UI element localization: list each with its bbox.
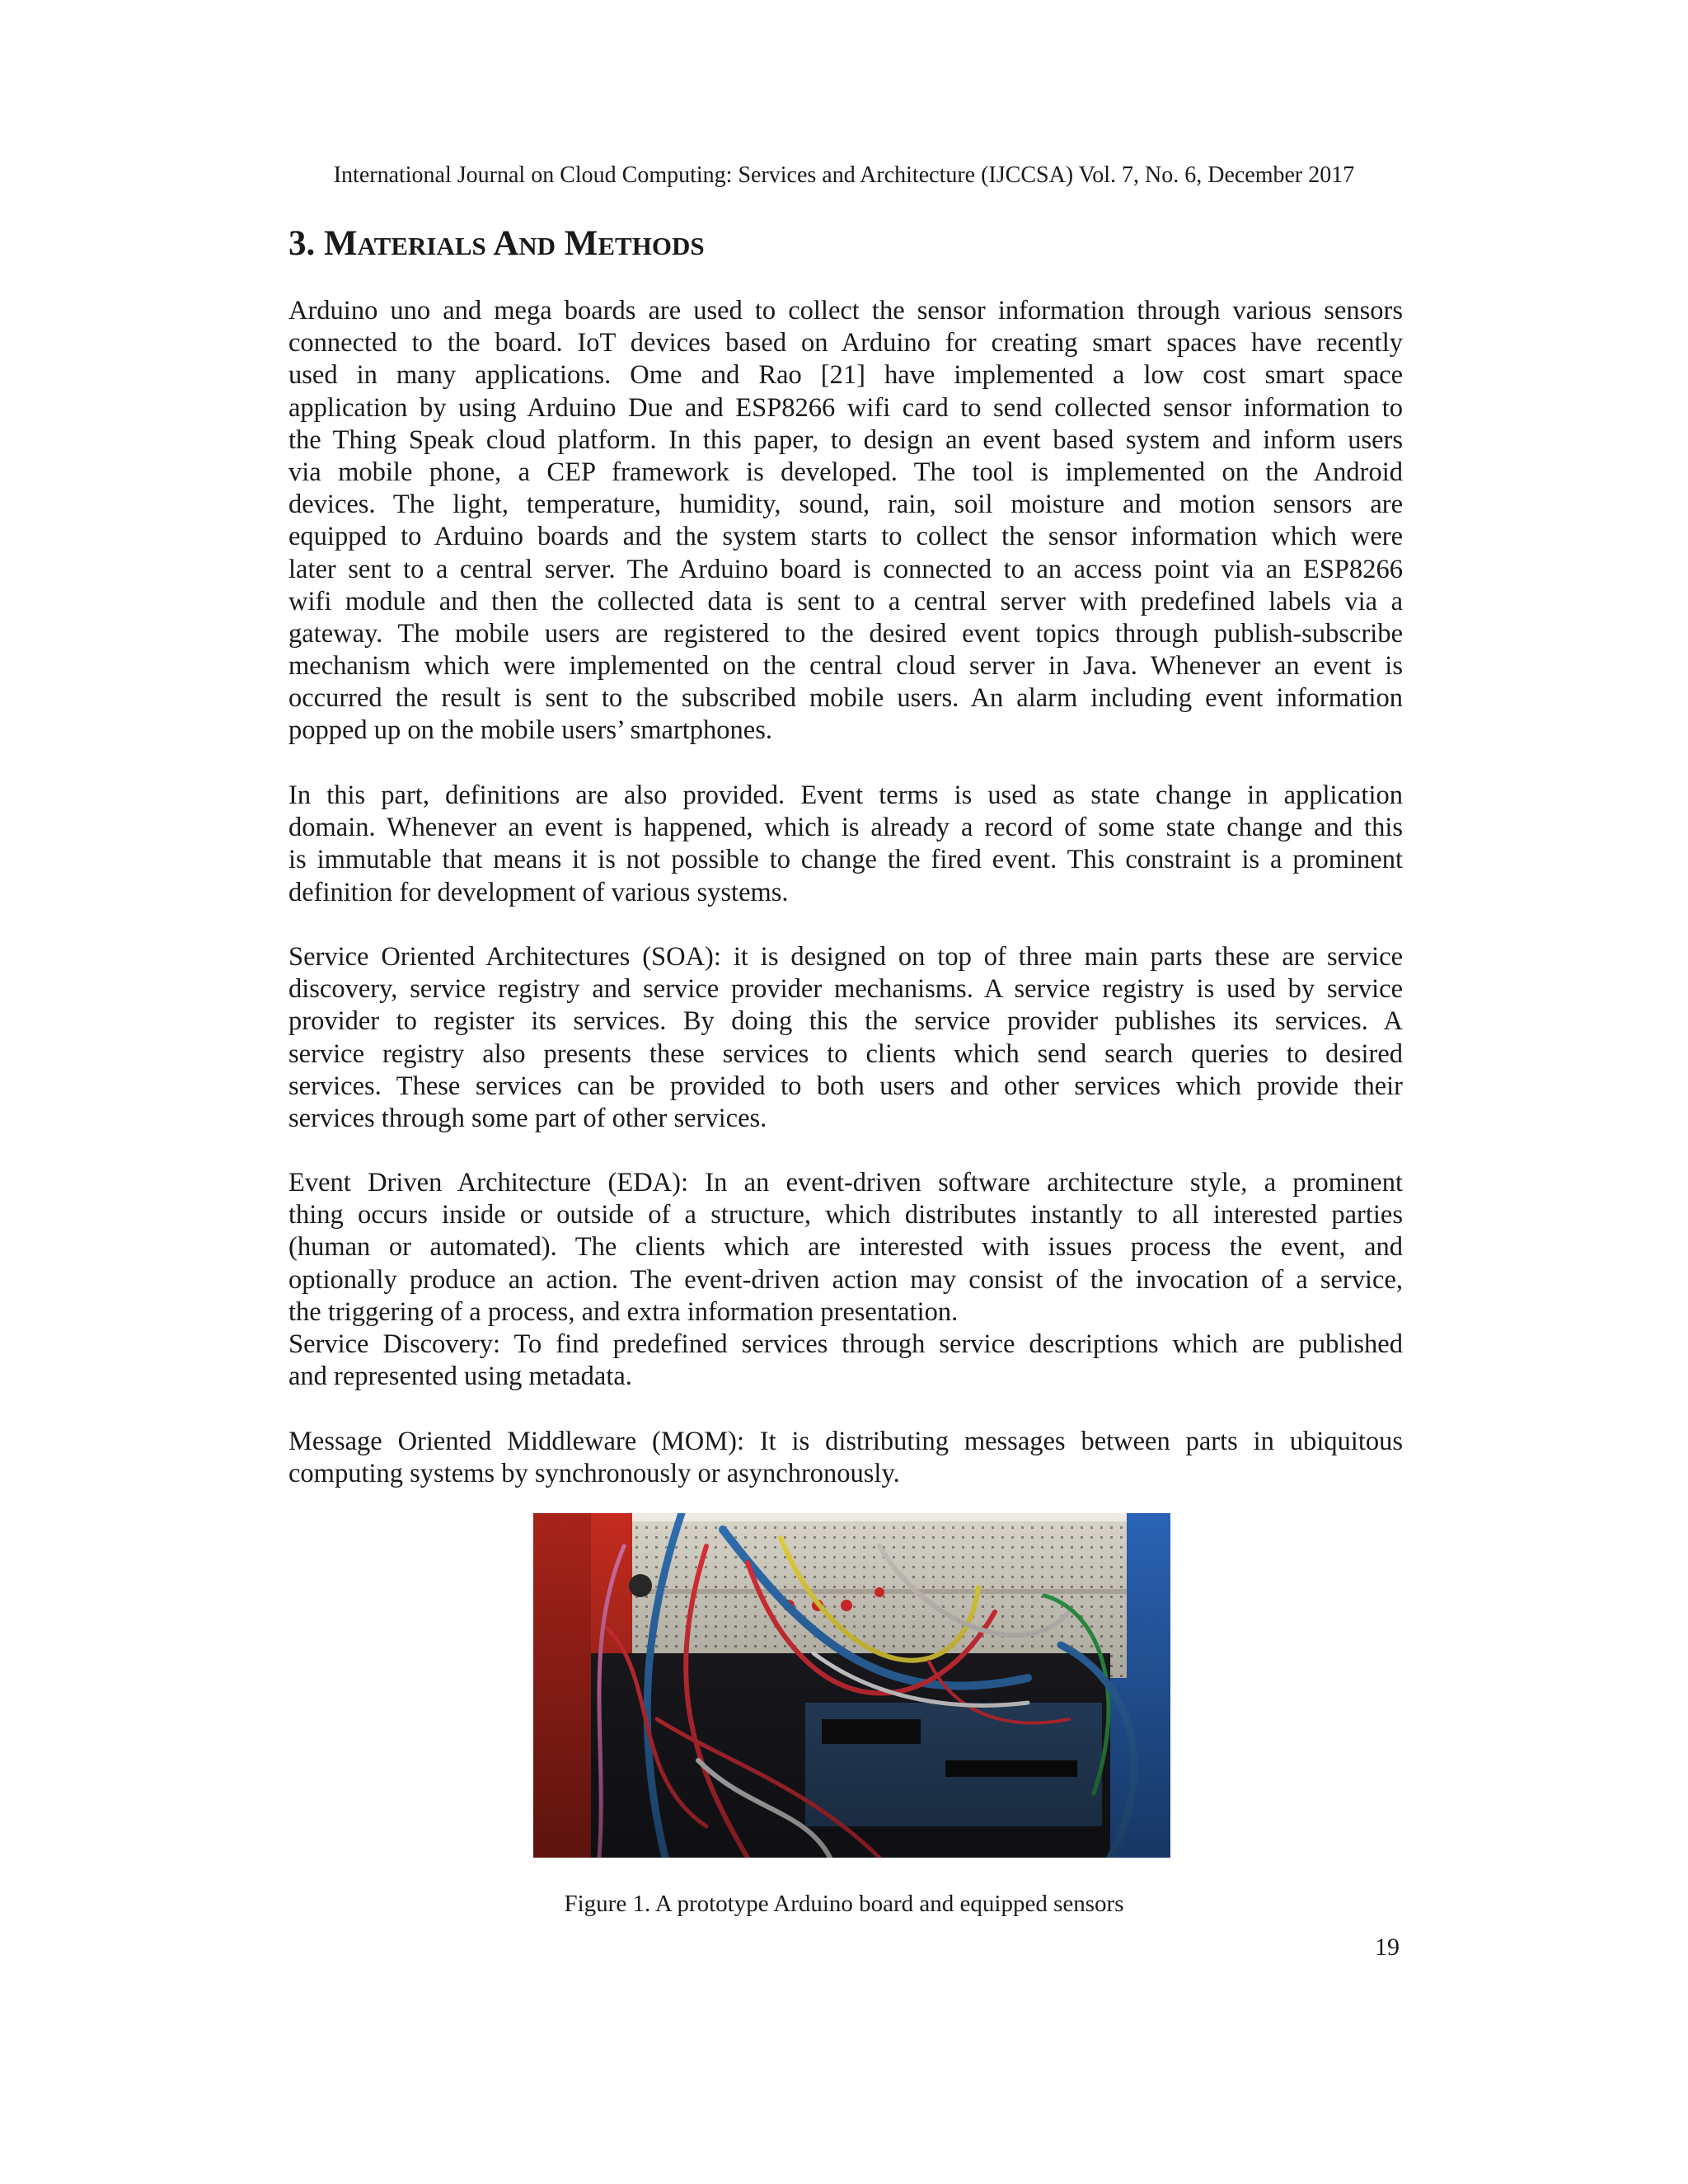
text-line: In this part, definitions are also provided. Event terms is used as state change in application	[288, 780, 1403, 810]
text-line: Arduino uno and mega boards are used to collect the sensor information through various sensors	[288, 296, 1403, 326]
text-line: gateway. The mobile users are registered to the desired event topics through publish-subscribe	[288, 618, 1403, 649]
paragraph-mom	[288, 1426, 1403, 1490]
text-line: later sent to a central server. The Arduino board is connected to an access point via an ESP8266	[288, 554, 1403, 584]
section-title-word-1: MATERIALS	[324, 224, 486, 263]
paragraph-eda	[288, 1167, 1403, 1393]
text-line: (human or automated). The clients which are interested with issues process the event, and	[288, 1232, 1403, 1263]
figure-arduino-photo	[533, 1513, 1170, 1858]
text-line: via mobile phone, a CEP framework is developed. The tool is implemented on the Android	[288, 457, 1403, 487]
text-line: popped up on the mobile users’ smartphones.	[288, 715, 772, 746]
paragraph-soa	[288, 941, 1403, 1135]
section-title	[288, 223, 705, 265]
text-line: definition for development of various systems.	[288, 877, 789, 907]
text-line: services. These services can be provided to both users and other services which provide their	[288, 1071, 1403, 1101]
section-title-word-2: AND	[493, 224, 556, 263]
text-line: thing occurs inside or outside of a structure, which distributes instantly to all interested parties	[288, 1200, 1403, 1230]
paragraph-arduino-intro	[288, 295, 1403, 748]
text-line: wifi module and then the collected data is sent to a central server with predefined labels via a	[288, 586, 1403, 616]
text-line: domain. Whenever an event is happened, which is already a record of some state change and this	[288, 813, 1403, 843]
text-line: the triggering of a process, and extra information presentation.	[288, 1296, 959, 1327]
text-line: optionally produce an action. The event-driven action may consist of the invocation of a service,	[288, 1264, 1403, 1295]
arduino-prototype-image	[533, 1513, 1170, 1858]
page-number: 19	[1375, 1933, 1400, 1961]
text-line: equipped to Arduino boards and the system starts to collect the sensor information which were	[288, 522, 1403, 552]
text-line: the Thing Speak cloud platform. In this paper, to design an event based system and inform users	[288, 424, 1403, 455]
text-line: Message Oriented Middleware (MOM): It is distributing messages between parts in ubiquitous	[288, 1427, 1403, 1456]
text-line: Event Driven Architecture (EDA): In an event-driven software architecture style, a prominent	[288, 1168, 1403, 1197]
text-line: connected to the board. IoT devices based on Arduino for creating smart spaces have recently	[288, 328, 1403, 359]
text-line: Service Oriented Architectures (SOA): it is designed on top of three main parts these are service	[288, 942, 1403, 972]
paragraph-definitions	[288, 780, 1403, 909]
running-header: International Journal on Cloud Computing: Services and Architecture (IJCCSA) Vol. 7, No. 6, December 2017	[333, 162, 1355, 188]
text-line: occurred the result is sent to the subscribed mobile users. An alarm including event information	[288, 683, 1403, 714]
section-number: 3.	[288, 224, 316, 263]
text-line: service registry also presents these services to clients which send search queries to desired	[288, 1038, 1403, 1069]
text-line: devices. The light, temperature, humidity, sound, rain, soil moisture and motion sensors are	[288, 490, 1403, 520]
text-line: computing systems by synchronously or asynchronously.	[288, 1459, 900, 1489]
text-line: provider to register its services. By doing this the service provider publishes its services. A	[288, 1006, 1403, 1037]
text-line: services through some part of other services.	[288, 1103, 767, 1133]
text-line: is immutable that means it is not possible to change the fired event. This constraint is a prominent	[288, 845, 1403, 875]
text-line: and represented using metadata.	[288, 1361, 632, 1392]
text-line: mechanism which were implemented on the central cloud server in Java. Whenever an event is	[288, 651, 1403, 682]
text-line: discovery, service registry and service provider mechanisms. A service registry is used by service	[288, 974, 1403, 1005]
figure-caption: Figure 1. A prototype Arduino board and equipped sensors	[564, 1891, 1124, 1917]
text-line: application by using Arduino Due and ESP8266 wifi card to send collected sensor information to	[288, 392, 1403, 423]
text-line: Service Discovery: To find predefined services through service descriptions which are published	[288, 1329, 1403, 1359]
text-line: used in many applications. Ome and Rao [21] have implemented a low cost smart space	[288, 360, 1403, 391]
section-title-word-3: METHODS	[564, 224, 705, 263]
